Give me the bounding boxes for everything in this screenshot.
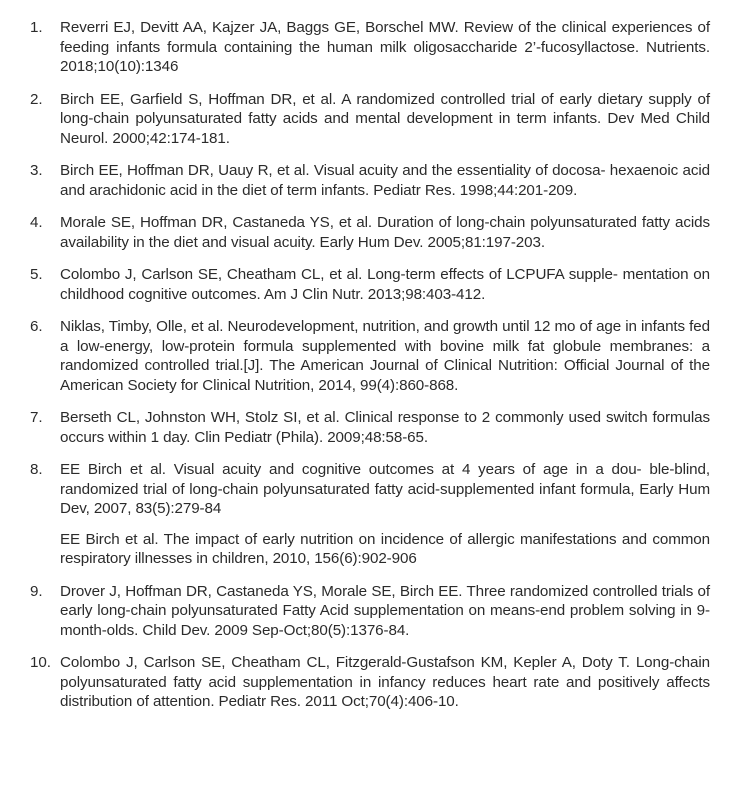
reference-number: 3. <box>30 162 43 179</box>
reference-item <box>30 213 710 252</box>
reference-item <box>30 18 710 77</box>
reference-number: 2. <box>30 90 43 108</box>
reference-item-continued: EE Birch et al. The impact of early nutrition on incidence of allergic manifestations and common respiratory illnesses in children, 2010, 156(6):902-906 <box>60 530 710 567</box>
reference-text: Drover J, Hoffman DR, Castaneda YS, Morale SE, Birch EE. Three randomized controlled trials of early long-chain polyunsaturated Fatty Acid supplementation on means-end problem solving in 9-month-olds. Child Dev. 2009 Sep-Oct;80(5):1376-84. <box>60 582 710 639</box>
reference-item <box>30 460 710 519</box>
reference-text: Colombo J, Carlson SE, Cheatham CL, et al. Long-term effects of LCPUFA supple- mentation on childhood cognitive outcomes. Am J Clin Nutr. 2013;98:403-412. <box>60 266 710 303</box>
reference-number: 5. <box>30 266 43 283</box>
reference-list <box>30 18 710 725</box>
reference-text: Niklas, Timby, Olle, et al. Neurodevelopment, nutrition, and growth until 12 mo of age in infants fed a low-energy, low-protein formula supplemented with bovine milk fat globule membranes: a randomized controlled trial.[J]. The American Journal of Clinical Nutrition: Official Journal of the American Society for Clinical Nutrition, 2014, 99(4):860-868. <box>60 318 710 394</box>
reference-number: 4. <box>30 214 43 231</box>
reference-text: EE Birch et al. Visual acuity and cognitive outcomes at 4 years of age in a dou- ble-blind, randomized trial of long-chain polyunsaturated fatty acid-supplemented infant formula, Early Hum Dev, 2007, 83(5):279-84 <box>60 461 710 517</box>
reference-item <box>30 582 710 641</box>
reference-number: 7. <box>30 409 43 426</box>
reference-item <box>30 653 710 712</box>
reference-text: Reverri EJ, Devitt AA, Kajzer JA, Baggs GE, Borschel MW. Review of the clinical experiences of feeding infants formula containing the human milk oligosaccharide 2’-fucosyllactose. Nutrients. 2018;10(10):1346 <box>60 19 710 75</box>
reference-text: Birch EE, Garfield S, Hoffman DR, et al. A randomized controlled trial of early dietary supply of long-chain polyunsaturated fatty acids and mental development in term infants. Dev Med Child Neurol. 2000;42:174-181. <box>60 90 710 147</box>
reference-item <box>30 408 710 447</box>
reference-text: Berseth CL, Johnston WH, Stolz SI, et al. Clinical response to 2 commonly used switch formulas occurs within 1 day. Clin Pediatr (Phila). 2009;48:58-65. <box>60 409 710 446</box>
reference-number: 1. <box>30 19 43 36</box>
reference-item <box>30 265 710 304</box>
reference-text: Morale SE, Hoffman DR, Castaneda YS, et al. Duration of long-chain polyunsaturated fatty acids availability in the diet and visual acuity. Early Hum Dev. 2005;81:197-203. <box>60 214 710 251</box>
reference-item <box>30 90 710 149</box>
reference-item <box>30 317 710 395</box>
reference-number: 10. <box>30 654 51 671</box>
reference-number: 9. <box>30 582 43 600</box>
reference-text: Colombo J, Carlson SE, Cheatham CL, Fitzgerald-Gustafson KM, Kepler A, Doty T. Long-chain polyunsaturated fatty acid supplementation in infancy reduces heart rate and positively affects distribution of attention. Pediatr Res. 2011 Oct;70(4):406-10. <box>60 654 710 710</box>
reference-number: 6. <box>30 318 43 335</box>
reference-number: 8. <box>30 461 43 478</box>
reference-item <box>30 161 710 200</box>
reference-text: Birch EE, Hoffman DR, Uauy R, et al. Visual acuity and the essentiality of docosa- hexaenoic acid and arachidonic acid in the diet of term infants. Pediatr Res. 1998;44:201-209. <box>60 162 710 199</box>
